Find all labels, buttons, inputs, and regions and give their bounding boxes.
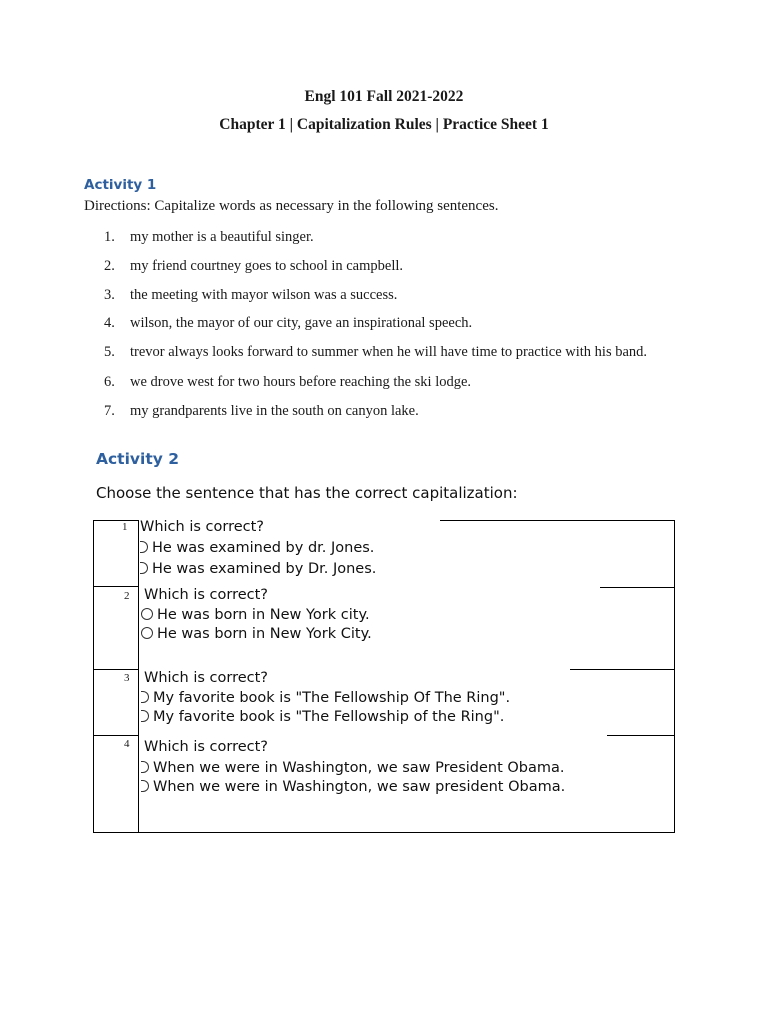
question-text: Which is correct?: [144, 739, 268, 755]
list-item: 5. trevor always looks forward to summer when he will have time to practice with his band.: [104, 344, 648, 360]
table-border-top: [93, 520, 139, 521]
radio-icon[interactable]: [140, 562, 148, 574]
activity2-heading: Activity 2: [96, 450, 180, 468]
list-item: 3. the meeting with mayor wilson was a success.: [104, 287, 398, 303]
option-row[interactable]: When we were in Washington, we saw president Obama.: [141, 779, 565, 795]
radio-icon[interactable]: [141, 761, 149, 773]
question-number: 1: [122, 521, 128, 533]
list-item: 2. my friend courtney goes to school in campbell.: [104, 258, 404, 274]
question-number: 3: [124, 672, 130, 684]
radio-icon[interactable]: [141, 608, 153, 620]
radio-icon[interactable]: [141, 627, 153, 639]
radio-icon[interactable]: [141, 691, 149, 703]
row-separator: [600, 587, 675, 588]
list-item: 1. my mother is a beautiful singer.: [104, 229, 314, 245]
table-border-top-right: [440, 520, 675, 521]
radio-icon[interactable]: [141, 710, 149, 722]
option-row[interactable]: He was born in New York city.: [141, 607, 370, 623]
question-number: 4: [124, 738, 130, 750]
option-row[interactable]: When we were in Washington, we saw President Obama.: [141, 760, 565, 776]
activity2-prompt: Choose the sentence that has the correct capitalization:: [96, 484, 518, 502]
question-text: Which is correct?: [144, 587, 268, 603]
activity1-heading: Activity 1: [84, 177, 157, 193]
row-separator: [93, 669, 139, 670]
question-text: Which is correct?: [144, 670, 268, 686]
question-text: Which is correct?: [140, 519, 264, 535]
activity1-directions: Directions: Capitalize words as necessary in the following sentences.: [84, 198, 499, 214]
list-item: 6. we drove west for two hours before reaching the ski lodge.: [104, 374, 472, 390]
page-title: Engl 101 Fall 2021-2022: [304, 88, 464, 105]
table-border-left: [93, 520, 94, 833]
row-separator: [607, 735, 675, 736]
option-row[interactable]: He was born in New York City.: [141, 626, 372, 642]
list-item: 4. wilson, the mayor of our city, gave an inspirational speech.: [104, 315, 473, 331]
radio-icon[interactable]: [140, 541, 148, 553]
list-item: 7. my grandparents live in the south on canyon lake.: [104, 403, 419, 419]
table-border-right: [674, 520, 675, 833]
row-separator: [93, 586, 139, 587]
radio-icon[interactable]: [141, 780, 149, 792]
page-subtitle: Chapter 1 | Capitalization Rules | Practice Sheet 1: [219, 116, 549, 133]
option-row[interactable]: My favorite book is "The Fellowship Of The Ring".: [141, 690, 510, 706]
table-border-divider: [138, 520, 139, 833]
option-row[interactable]: He was examined by dr. Jones.: [140, 540, 374, 556]
table-border-bottom: [93, 832, 675, 833]
row-separator: [570, 669, 675, 670]
option-row[interactable]: My favorite book is "The Fellowship of the Ring".: [141, 709, 504, 725]
option-row[interactable]: He was examined by Dr. Jones.: [140, 561, 376, 577]
row-separator: [93, 735, 139, 736]
question-number: 2: [124, 590, 130, 602]
